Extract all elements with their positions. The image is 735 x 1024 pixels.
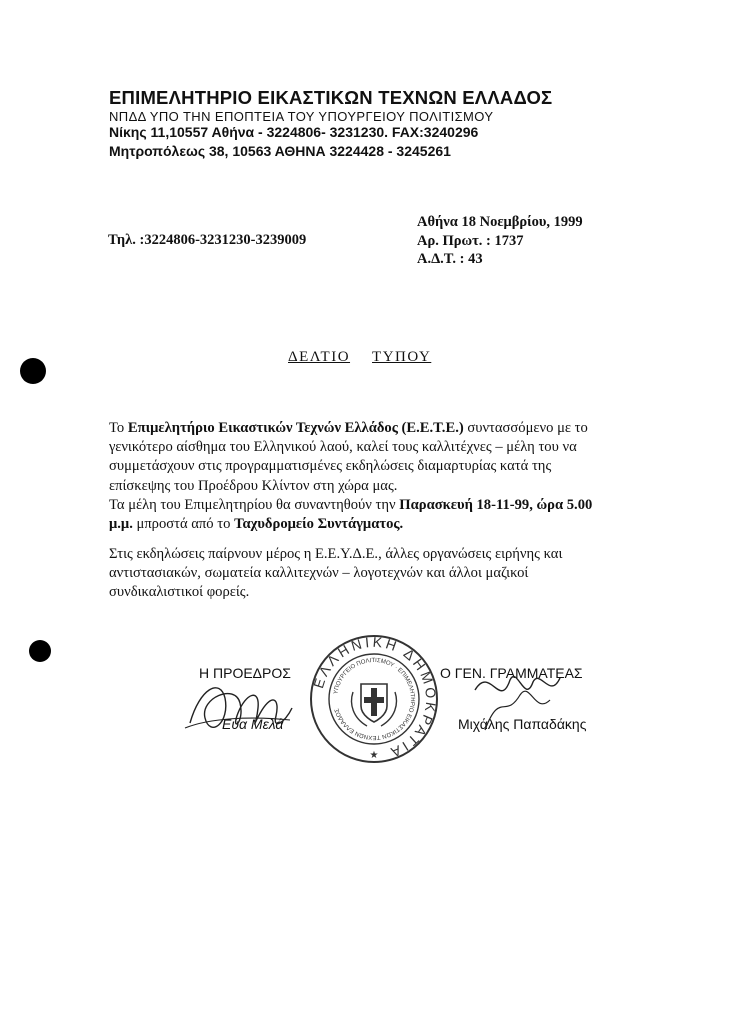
president-name: Εύα Μελά	[222, 716, 284, 732]
p1-text: συντασσόμενο με το γενικότερο αίσθημα του Ελληνικού λαού, καλεί τους καλλιτέχνες – μέλη του να συμμετάσχουν στις προγραμματισμένες εκδηλώσεις διαμαρτυρίας κατά της επίσκεψης του Προέδρου Κλίντον στη χώρα μας.	[109, 420, 588, 494]
coat-of-arms-icon	[352, 684, 397, 726]
official-stamp	[309, 632, 439, 767]
stamp-outer-text: ΕΛΛΗΝΙΚΗ ΔΗΜΟΚΡΑΤΙΑ	[310, 633, 440, 762]
address-line-2: Μητροπόλεως 38, 10563 ΑΘΗΝΑ 3224428 - 3245261	[109, 143, 451, 159]
document-date: Αθήνα 18 Νοεμβρίου, 1999	[417, 214, 583, 230]
p1-meeting-text-2: μπροστά από το	[132, 516, 235, 533]
ink-blot	[29, 640, 51, 662]
phone-numbers: Τηλ. :3224806-3231230-3239009	[108, 232, 307, 248]
adt-number: Α.Δ.Τ. : 43	[417, 251, 483, 267]
ink-blot	[20, 358, 46, 384]
secretary-signature	[465, 660, 575, 740]
stamp-star-icon: ★	[369, 750, 379, 761]
address-line-1: Νίκης 11,10557 Αθήνα - 3224806- 3231230. FAX:3240296	[109, 124, 479, 140]
protocol-number: Αρ. Πρωτ. : 1737	[417, 233, 524, 249]
p1-organization: Επιμελητήριο Εικαστικών Τεχνών Ελλάδος (Ε.Ε.Τ.Ε.)	[127, 420, 464, 436]
body-paragraph-2: Στις εκδηλώσεις παίρνουν μέρος η Ε.Ε.Υ.Δ.Ε., άλλες οργανώσεις ειρήνης και αντιστασιακών, σωματεία καλλιτεχνών – λογοτεχνών και άλλοι μαζικοί συνδικαλιστικοί φορείς.	[109, 546, 563, 601]
press-release-heading	[288, 349, 431, 366]
secretary-title: Ο ΓΕΝ. ΓΡΑΜΜΑΤΕΑΣ	[440, 665, 583, 681]
p1-lead: Το	[109, 420, 128, 436]
p1-meeting-time: Παρασκευή 18-11-99, ώρα 5.00 μ.μ.	[109, 496, 593, 533]
secretary-name: Μιχάλης Παπαδάκης	[458, 716, 587, 732]
p1-meeting-text: Τα μέλη του Επιμελητηρίου θα συναντηθούν την	[109, 496, 400, 513]
president-signature	[180, 668, 300, 748]
press-release-word-2: ΤΥΠΟΥ	[372, 349, 432, 365]
president-title: Η ΠΡΟΕΔΡΟΣ	[199, 665, 291, 681]
press-release-word-1: ΔΕΛΤΙΟ	[288, 349, 351, 365]
p1-meeting-place: Ταχυδρομείο Συντάγματος.	[234, 516, 404, 533]
organization-subtitle: ΝΠΔΔ ΥΠΟ ΤΗΝ ΕΠΟΠΤΕΙΑ ΤΟΥ ΥΠΟΥΡΓΕΙΟΥ ΠΟΛΙΤΙΣΜΟΥ	[109, 109, 494, 124]
body-paragraph-1	[109, 419, 609, 534]
stamp-inner-text: ΥΠΟΥΡΓΕΙΟ ΠΟΛΙΤΙΣΜΟΥ · ΕΠΙΜΕΛΗΤΗΡΙΟ ΕΙΚΑΣΤΙΚΩΝ ΤΕΧΝΩΝ ΕΛΛΑΔΟΣ	[333, 657, 416, 741]
organization-title: ΕΠΙΜΕΛΗΤΗΡΙΟ ΕΙΚΑΣΤΙΚΩΝ ΤΕΧΝΩΝ ΕΛΛΑΔΟΣ	[109, 87, 553, 108]
